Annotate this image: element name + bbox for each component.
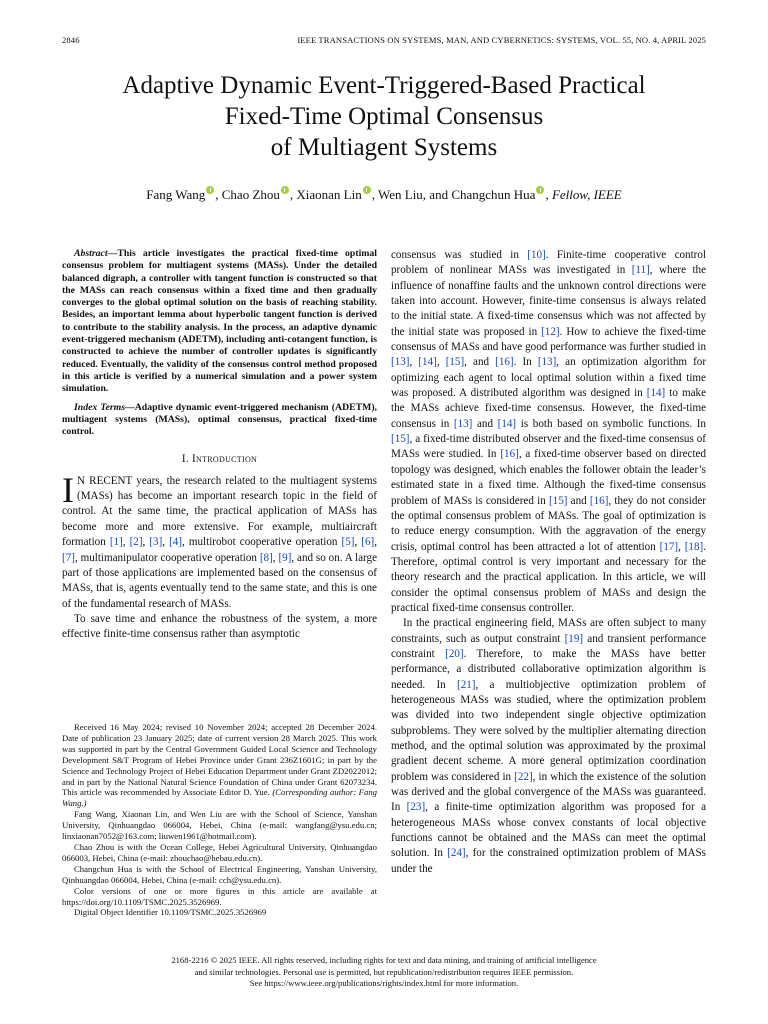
first-page-footnotes [62, 722, 377, 918]
orcid-icon[interactable] [363, 186, 371, 194]
footnote-affiliation-2: Chao Zhou is with the Ocean College, Hebei Agricultural University, Qinhuangdao 066003, Hebei, China (e-mail: zhouchao@hebau.edu.cn). [62, 841, 377, 863]
citation-link[interactable]: [12] [541, 325, 560, 338]
body-text: and [472, 417, 498, 430]
body-text: . Therefore, to make the MASs have better performance, a distributed collaborative optimization algorithm is needed. In [391, 647, 707, 691]
footnote-text: Received 16 May 2024; revised 10 November 2024; accepted 28 December 2024. Date of publication 23 January 2025; date of current version 28 March 2025. This work was supported in part by the Central Government Guided Local Science and Technology Development S&T Program of Hebei Province under Grant 236Z1601G; in part by the Science and Technology Project of Hebei Education Department under Grant ZD2022012; and in part by the National Natural Science Foundation of China under Grant 62073234. This article was recommended by Associate Editor D. Yue. [62, 722, 377, 798]
body-text: , in which the existence of the solution was derived and the global convergence of the MASs was guaranteed. In [391, 770, 706, 814]
separator: , [374, 536, 377, 549]
copyright-line-1: 2168-2216 © 2025 IEEE. All rights reserved, including rights for text and data mining, and training of artificial intelligence [171, 955, 597, 965]
citation-link[interactable]: [21] [457, 678, 476, 691]
separator: , [436, 356, 446, 369]
separator: , [162, 536, 170, 549]
body-text: . In [513, 356, 538, 369]
citation-link[interactable]: [14] [646, 387, 666, 400]
abstract-lead: Abstract [74, 248, 108, 259]
citation-link[interactable]: [14] [418, 356, 437, 369]
footnote-affiliation-3: Changchun Hua is with the School of Electrical Engineering, Yanshan University, Qinhuangdao 066004, Hebei, China (e-mail: cch@ysu.edu.cn). [62, 863, 377, 885]
citation-link[interactable]: [23] [406, 801, 426, 814]
abstract [62, 248, 377, 396]
author-wen-liu-changchun-hua: , Wen Liu, and Changchun Hua [371, 187, 536, 202]
footnote-affiliation-1: Fang Wang, Xiaonan Lin, and Wen Liu are with the School of Science, Yanshan University, Qinhuangdao 066004, Hebei, China (e-mail: wangfang@ysu.edu.cn; linxiaonan7052@163.com; liuwen1961@hotmail.com). [62, 809, 377, 842]
right-paragraph-2 [391, 616, 706, 877]
section-title: Introduction [192, 453, 258, 466]
orcid-icon[interactable] [206, 186, 214, 194]
author-fang-wang: Fang Wang [146, 187, 206, 202]
citation-link[interactable]: [3] [149, 536, 163, 549]
index-terms [62, 402, 377, 439]
intro-text: , multirobot cooperative operation [182, 536, 342, 549]
citation-link[interactable]: [13] [453, 417, 473, 430]
author-xiaonan-lin: , Xiaonan Lin [289, 187, 362, 202]
body-text: , where the influence of nonaffine faults and the unknown control directions were taken into account. However, finite-time consensus is always related to the initial state. A fixed-time consensus which was not affected by the initial state was proposed in [391, 264, 706, 338]
author-fellow-title: , Fellow, IEEE [545, 187, 622, 202]
footnote-color-versions: Color versions of one or more figures in this article are available at https://doi.org/10.1109/TSMC.2025.3526969. [62, 885, 377, 907]
citation-link[interactable]: [15] [391, 433, 410, 446]
body-text: and [567, 494, 590, 507]
citation-link[interactable]: [4] [169, 536, 183, 549]
orcid-icon[interactable] [281, 186, 289, 194]
citation-link[interactable]: [22] [514, 770, 533, 783]
author-list [40, 186, 728, 204]
citation-link[interactable]: [18] [684, 540, 704, 553]
intro-paragraph-1 [62, 469, 378, 612]
citation-link[interactable]: [11] [631, 264, 650, 277]
page-number: 2846 [62, 35, 80, 45]
section-numeral: I. [181, 453, 189, 466]
citation-link[interactable]: [19] [564, 632, 584, 645]
separator: , [142, 536, 150, 549]
body-text: , a finite-time optimization algorithm was proposed for a heterogeneous MASs whose convex constants of local objective functions cannot be obtained and the MASs can meet the optimal solution. In [391, 801, 707, 860]
body-text: to make the MASs achieve fixed-time consensus. However, the fixed-time consensus in [391, 387, 706, 430]
separator: , [409, 356, 419, 369]
orcid-icon[interactable] [536, 186, 544, 194]
body-text: is both based on symbolic functions. In [516, 417, 706, 430]
citation-link[interactable]: [2] [129, 536, 143, 549]
copyright-notice [62, 955, 706, 990]
copyright-line-2: and similar technologies. Personal use is permitted, but republication/redistribution requires IEEE permission. [194, 966, 574, 977]
citation-link[interactable]: [16] [495, 356, 514, 369]
left-column [62, 248, 377, 643]
body-text: In the practical engineering field, MASs are often subject to many constraints, such as output constraint [391, 617, 706, 645]
citation-link[interactable]: [8] [259, 551, 273, 564]
index-terms-text: —Adaptive dynamic event-triggered mechanism (ADETM), multiagent systems (MASs), optimal consensus, practical fixed-time control. [62, 401, 377, 438]
citation-link[interactable]: [13] [537, 356, 557, 369]
separator: , [678, 540, 685, 553]
body-text: , a multiobjective optimization problem of heterogeneous MASs was studied, where the optimization problem was divided into two independent single objective optimization subproblems. They were solved by the multiplier alternating direction method, and the optimal solution was approximated by the proximal gradient decent scheme. A more general optimization coordination problem was considered in [391, 678, 706, 783]
citation-link[interactable]: [16] [589, 494, 609, 507]
corresponding-author: (Corresponding author: Fang Wang.) [62, 787, 378, 809]
index-terms-lead: Index Terms [74, 401, 125, 413]
intro-lead-caps: N RECENT [77, 474, 133, 487]
abstract-text: —This article investigates the practical fixed-time optimal consensus problem for multiagent systems (MASs). Under the detailed balanced digraph, a controller with tangent function is constructed so that the MASs can reach consensus within a fixed time and then gradually converges to the global optimal solution on the basis of reaching stability. Besides, an important lemma about hyperbolic tangent function is derived to contribute to the stability analysis. In the process, an adaptive dynamic event-triggered mechanism (ADETM), including anti-cotangent function, is constructed to achieve the number of controller updates is significantly reduced. Eventually, the validity of the consensus control method proposed in this article is verified by a numerical simulation and a power system simulation. [62, 248, 377, 395]
body-text: , they do not consider the optimal consensus problem of MASs. The goal of optimization is to reduce energy consumption. With the aggravation of the energy crisis, optimal control has been attracted a lot of attention [391, 494, 706, 553]
body-text: . Finite-time cooperative control problem of nonlinear MASs was investigated in [391, 249, 706, 277]
citation-link[interactable]: [17] [659, 540, 679, 553]
intro-paragraph-2: To save time and enhance the robustness of the system, a more effective finite-time consensus rather than asymptotic [62, 612, 377, 641]
drop-cap: I [62, 469, 74, 510]
citation-link[interactable]: [13] [391, 356, 410, 369]
citation-link[interactable]: [9] [278, 551, 292, 564]
body-text: . Therefore, optimal control is very important and necessary for the theory research and the practical application. In this article, we will consider the optimal consensus problem of MASs and design the practical fixed-time consensus controller. [391, 540, 706, 614]
citation-link[interactable]: [7] [62, 551, 75, 564]
right-paragraph-1 [391, 248, 706, 616]
footnote-doi: Digital Object Identifier 10.1109/TSMC.2025.3526969 [74, 907, 267, 918]
citation-link[interactable]: [6] [361, 536, 375, 549]
intro-text: , and so on. A large part of those applications are implemented based on the consensus of MASs, that is, agents eventually tend to the same state, and this is one of the fundamental research of MASs. [62, 551, 378, 610]
copyright-line-3: See https://www.ieee.org/publications/rights/index.html for more information. [249, 978, 519, 988]
section-heading [62, 452, 377, 467]
citation-link[interactable]: [15] [445, 356, 465, 369]
author-chao-zhou: , Chao Zhou [215, 187, 280, 202]
citation-link[interactable]: [1] [109, 536, 123, 549]
right-column [391, 248, 706, 877]
title-line-3: of Multiagent Systems [270, 134, 498, 161]
citation-link[interactable]: [14] [497, 417, 517, 430]
title-line-1: Adaptive Dynamic Event-Triggered-Based Practical [122, 72, 646, 99]
body-text: , a fixed-time distributed observer and the fixed-time consensus of MASs were studied. In [391, 433, 706, 461]
footnote-received [62, 722, 377, 809]
citation-link[interactable]: [10] [527, 249, 546, 261]
citation-link[interactable]: [15] [548, 494, 568, 507]
body-text: , for the constrained optimization problem of MASs under the [391, 847, 706, 875]
body-text: , a fixed-time observer based on directed topology was designed, which enables the follower obtain the leader’s estimated state in a fixed time. Although the fixed-time consensus problem of MASs is considered in [391, 448, 706, 507]
running-head [62, 35, 706, 49]
separator: , and [464, 356, 496, 369]
separator: , [272, 551, 279, 564]
paper-title [40, 70, 728, 163]
separator: , [354, 536, 362, 549]
intro-text: years, the research related to the multiagent systems (MASs) has become an important research topic in the field of control. At the same time, the practical application of MASs has become more and more extensive. For example, multiaircraft formation [62, 474, 377, 549]
title-line-2: Fixed-Time Optimal Consensus [224, 103, 544, 130]
body-text: . How to achieve the fixed-time consensus of MASs and have good performance was further studied in [391, 325, 706, 354]
body-text: and transient performance constraint [391, 632, 706, 660]
intro-text: , multimanipulator cooperative operation [74, 551, 260, 564]
citation-link[interactable]: [16] [500, 448, 519, 461]
citation-link[interactable]: [20] [445, 647, 464, 660]
journal-name: IEEE TRANSACTIONS ON SYSTEMS, MAN, AND CYBERNETICS: SYSTEMS, VOL. 55, NO. 4, APRIL 2025 [297, 35, 706, 45]
citation-link[interactable]: [24] [447, 847, 466, 860]
separator: , [122, 536, 130, 549]
citation-link[interactable]: [5] [341, 536, 355, 549]
body-text: , an optimization algorithm for optimizing each agent to local optimal solution within a fixed time was proposed. A distributed algorithm was designed in [391, 356, 707, 400]
body-text: consensus was studied in [391, 249, 528, 261]
